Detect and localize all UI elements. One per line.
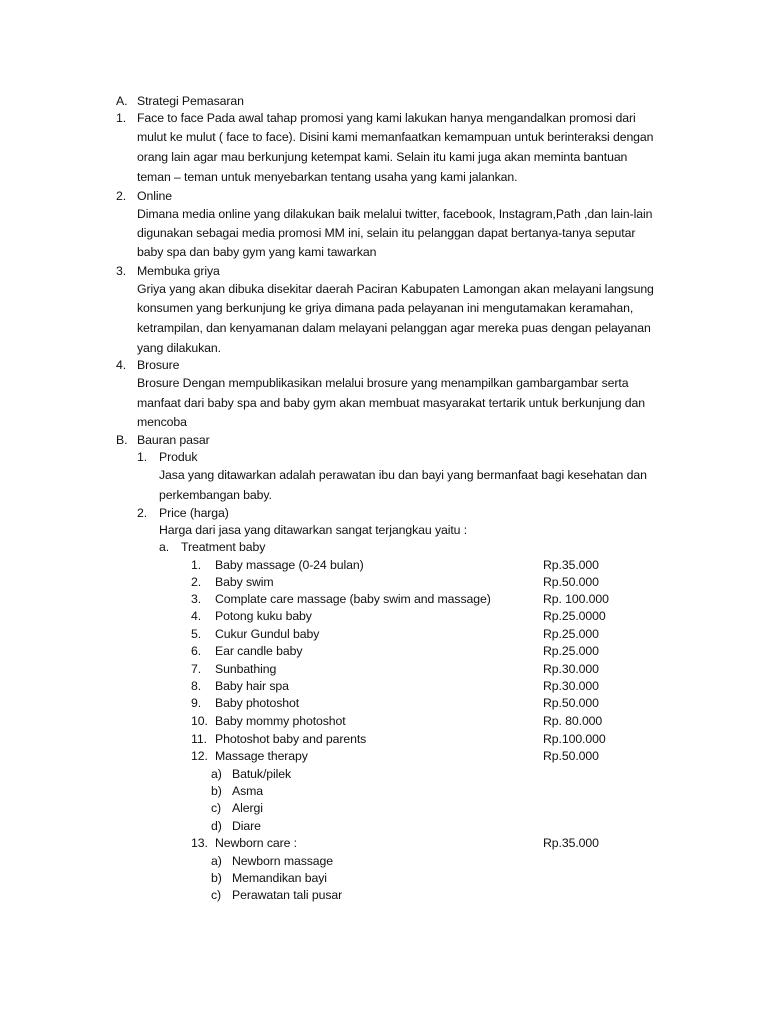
newborn-subitem-letter: b) — [211, 871, 222, 885]
item-a4-line-1: Brosure Dengan mempublikasikan melalui brosure yang menampilkan gambargambar serta — [137, 376, 629, 390]
item-a2-number: 2. — [116, 189, 127, 203]
item-b1-title: Produk — [159, 450, 198, 464]
item-a1-line-3: orang lain agar mau berkunjung ketempat kami. Selain itu kami juga akan meminta bantuan — [137, 150, 628, 164]
item-b1-line-1: Jasa yang ditawarkan adalah perawatan ibu dan bayi yang bermanfaat bagi kesehatan dan — [159, 468, 647, 482]
treatment-name: Ear candle baby — [215, 644, 303, 658]
item-a3-line-2: konsumen yang berkunjung ke griya dimana pada pelayanan ini mengutamakan keramahan, — [137, 301, 634, 315]
treatment-number: 2. — [191, 575, 202, 589]
therapy-subitem-letter: c) — [211, 801, 222, 815]
treatment-number: 6. — [191, 644, 202, 658]
treatment-price: Rp. 100.000 — [543, 592, 609, 606]
therapy-subitem-letter: b) — [211, 784, 222, 798]
treatment-price: Rp.100.000 — [543, 732, 606, 746]
section-a-title: Strategi Pemasaran — [137, 94, 244, 108]
treatment-number: 8. — [191, 679, 202, 693]
treatment-name: Baby hair spa — [215, 679, 289, 693]
treatment-name: Complate care massage (baby swim and massage) — [215, 592, 491, 606]
item-a2-line-2: digunakan sebagai media promosi MM ini, selain itu pelanggan dapat bertanya-tanya seputar — [137, 226, 636, 240]
item-b1-number: 1. — [137, 450, 148, 464]
treatment-number: 3. — [191, 592, 202, 606]
treatment-name: Photoshot baby and parents — [215, 732, 367, 746]
item-a3-line-4: yang dilakukan. — [137, 341, 221, 355]
item-a2-line-3: baby spa dan baby gym yang kami tawarkan — [137, 245, 377, 259]
treatment-price: Rp.25.000 — [543, 644, 599, 658]
treatment-price: Rp.35.000 — [543, 558, 599, 572]
treatment-price: Rp.25.0000 — [543, 609, 606, 623]
item-a2-title: Online — [137, 189, 172, 203]
therapy-subitem: Batuk/pilek — [232, 767, 292, 781]
treatment-number: 10. — [191, 714, 208, 728]
treatment-number: 4. — [191, 609, 202, 623]
treatment-name: Baby mommy photoshot — [215, 714, 346, 728]
treatment-price: Rp. 80.000 — [543, 714, 603, 728]
item-a1-line-4: teman – teman untuk menyebarkan tentang usaha yang kami jalankan. — [137, 170, 518, 184]
treatment-number: 7. — [191, 662, 202, 676]
treatment-title: Treatment baby — [181, 540, 266, 554]
section-b-marker: B. — [116, 433, 128, 447]
treatment-price: Rp.50.000 — [543, 749, 599, 763]
newborn-number: 13. — [191, 836, 208, 850]
treatment-number: 12. — [191, 749, 208, 763]
item-a3-number: 3. — [116, 264, 127, 278]
treatment-name: Baby massage (0-24 bulan) — [215, 558, 364, 572]
therapy-subitem: Asma — [232, 784, 264, 798]
newborn-name: Newborn care : — [215, 836, 297, 850]
section-b-title: Bauran pasar — [137, 433, 210, 447]
item-b2-title: Price (harga) — [159, 506, 229, 520]
item-a1-number: 1. — [116, 111, 127, 125]
treatment-price: Rp.25.000 — [543, 627, 599, 641]
item-a1-line-1: Face to face Pada awal tahap promosi yang kami lakukan hanya mengandalkan promosi dari — [137, 111, 636, 125]
newborn-subitem: Perawatan tali pusar — [232, 888, 343, 902]
treatment-number: 9. — [191, 696, 202, 710]
treatment-name: Baby swim — [215, 575, 274, 589]
price-intro: Harga dari jasa yang ditawarkan sangat terjangkau yaitu : — [159, 523, 468, 537]
treatment-price: Rp.50.000 — [543, 575, 599, 589]
item-b2-number: 2. — [137, 506, 148, 520]
treatment-name: Cukur Gundul baby — [215, 627, 320, 641]
treatment-name: Massage therapy — [215, 749, 308, 763]
item-b1-line-2: perkembangan baby. — [159, 488, 272, 502]
newborn-subitem-letter: a) — [211, 854, 222, 868]
item-a4-number: 4. — [116, 358, 127, 372]
treatment-price: Rp.50.000 — [543, 696, 599, 710]
therapy-subitem-letter: d) — [211, 819, 222, 833]
treatment-name: Baby photoshot — [215, 696, 300, 710]
treatment-number: 5. — [191, 627, 202, 641]
treatment-number: 1. — [191, 558, 202, 572]
newborn-price: Rp.35.000 — [543, 836, 599, 850]
item-a3-line-1: Griya yang akan dibuka disekitar daerah Paciran Kabupaten Lamongan akan melayani langsung — [137, 282, 654, 296]
newborn-subitem: Newborn massage — [232, 854, 334, 868]
item-a3-title: Membuka griya — [137, 264, 220, 278]
item-a4-line-2: manfaat dari baby spa and baby gym akan membuat masyarakat tertarik untuk berkunjung dan — [137, 396, 645, 410]
item-a4-title: Brosure — [137, 358, 180, 372]
newborn-subitem-letter: c) — [211, 888, 222, 902]
treatment-name: Sunbathing — [215, 662, 277, 676]
therapy-subitem: Diare — [232, 819, 261, 833]
therapy-subitem: Alergi — [232, 801, 263, 815]
item-a2-line-1: Dimana media online yang dilakukan baik melalui twitter, facebook, Instagram,Path ,dan lain-lain — [137, 207, 653, 221]
item-a1-line-2: mulut ke mulut ( face to face). Disini kami memanfaatkan kemampuan untuk berinteraksi dengan — [137, 130, 654, 144]
section-a-marker: A. — [116, 94, 128, 108]
treatment-price: Rp.30.000 — [543, 679, 599, 693]
item-a3-line-3: ketrampilan, dan kenyamanan dalam melayani pelanggan agar mereka puas dengan pelayanan — [137, 321, 651, 335]
treatment-price: Rp.30.000 — [543, 662, 599, 676]
treatment-number: 11. — [191, 732, 207, 746]
therapy-subitem-letter: a) — [211, 767, 222, 781]
item-a4-line-3: mencoba — [137, 415, 187, 429]
treatment-name: Potong kuku baby — [215, 609, 312, 623]
newborn-subitem: Memandikan bayi — [232, 871, 327, 885]
treatment-marker: a. — [159, 540, 170, 554]
